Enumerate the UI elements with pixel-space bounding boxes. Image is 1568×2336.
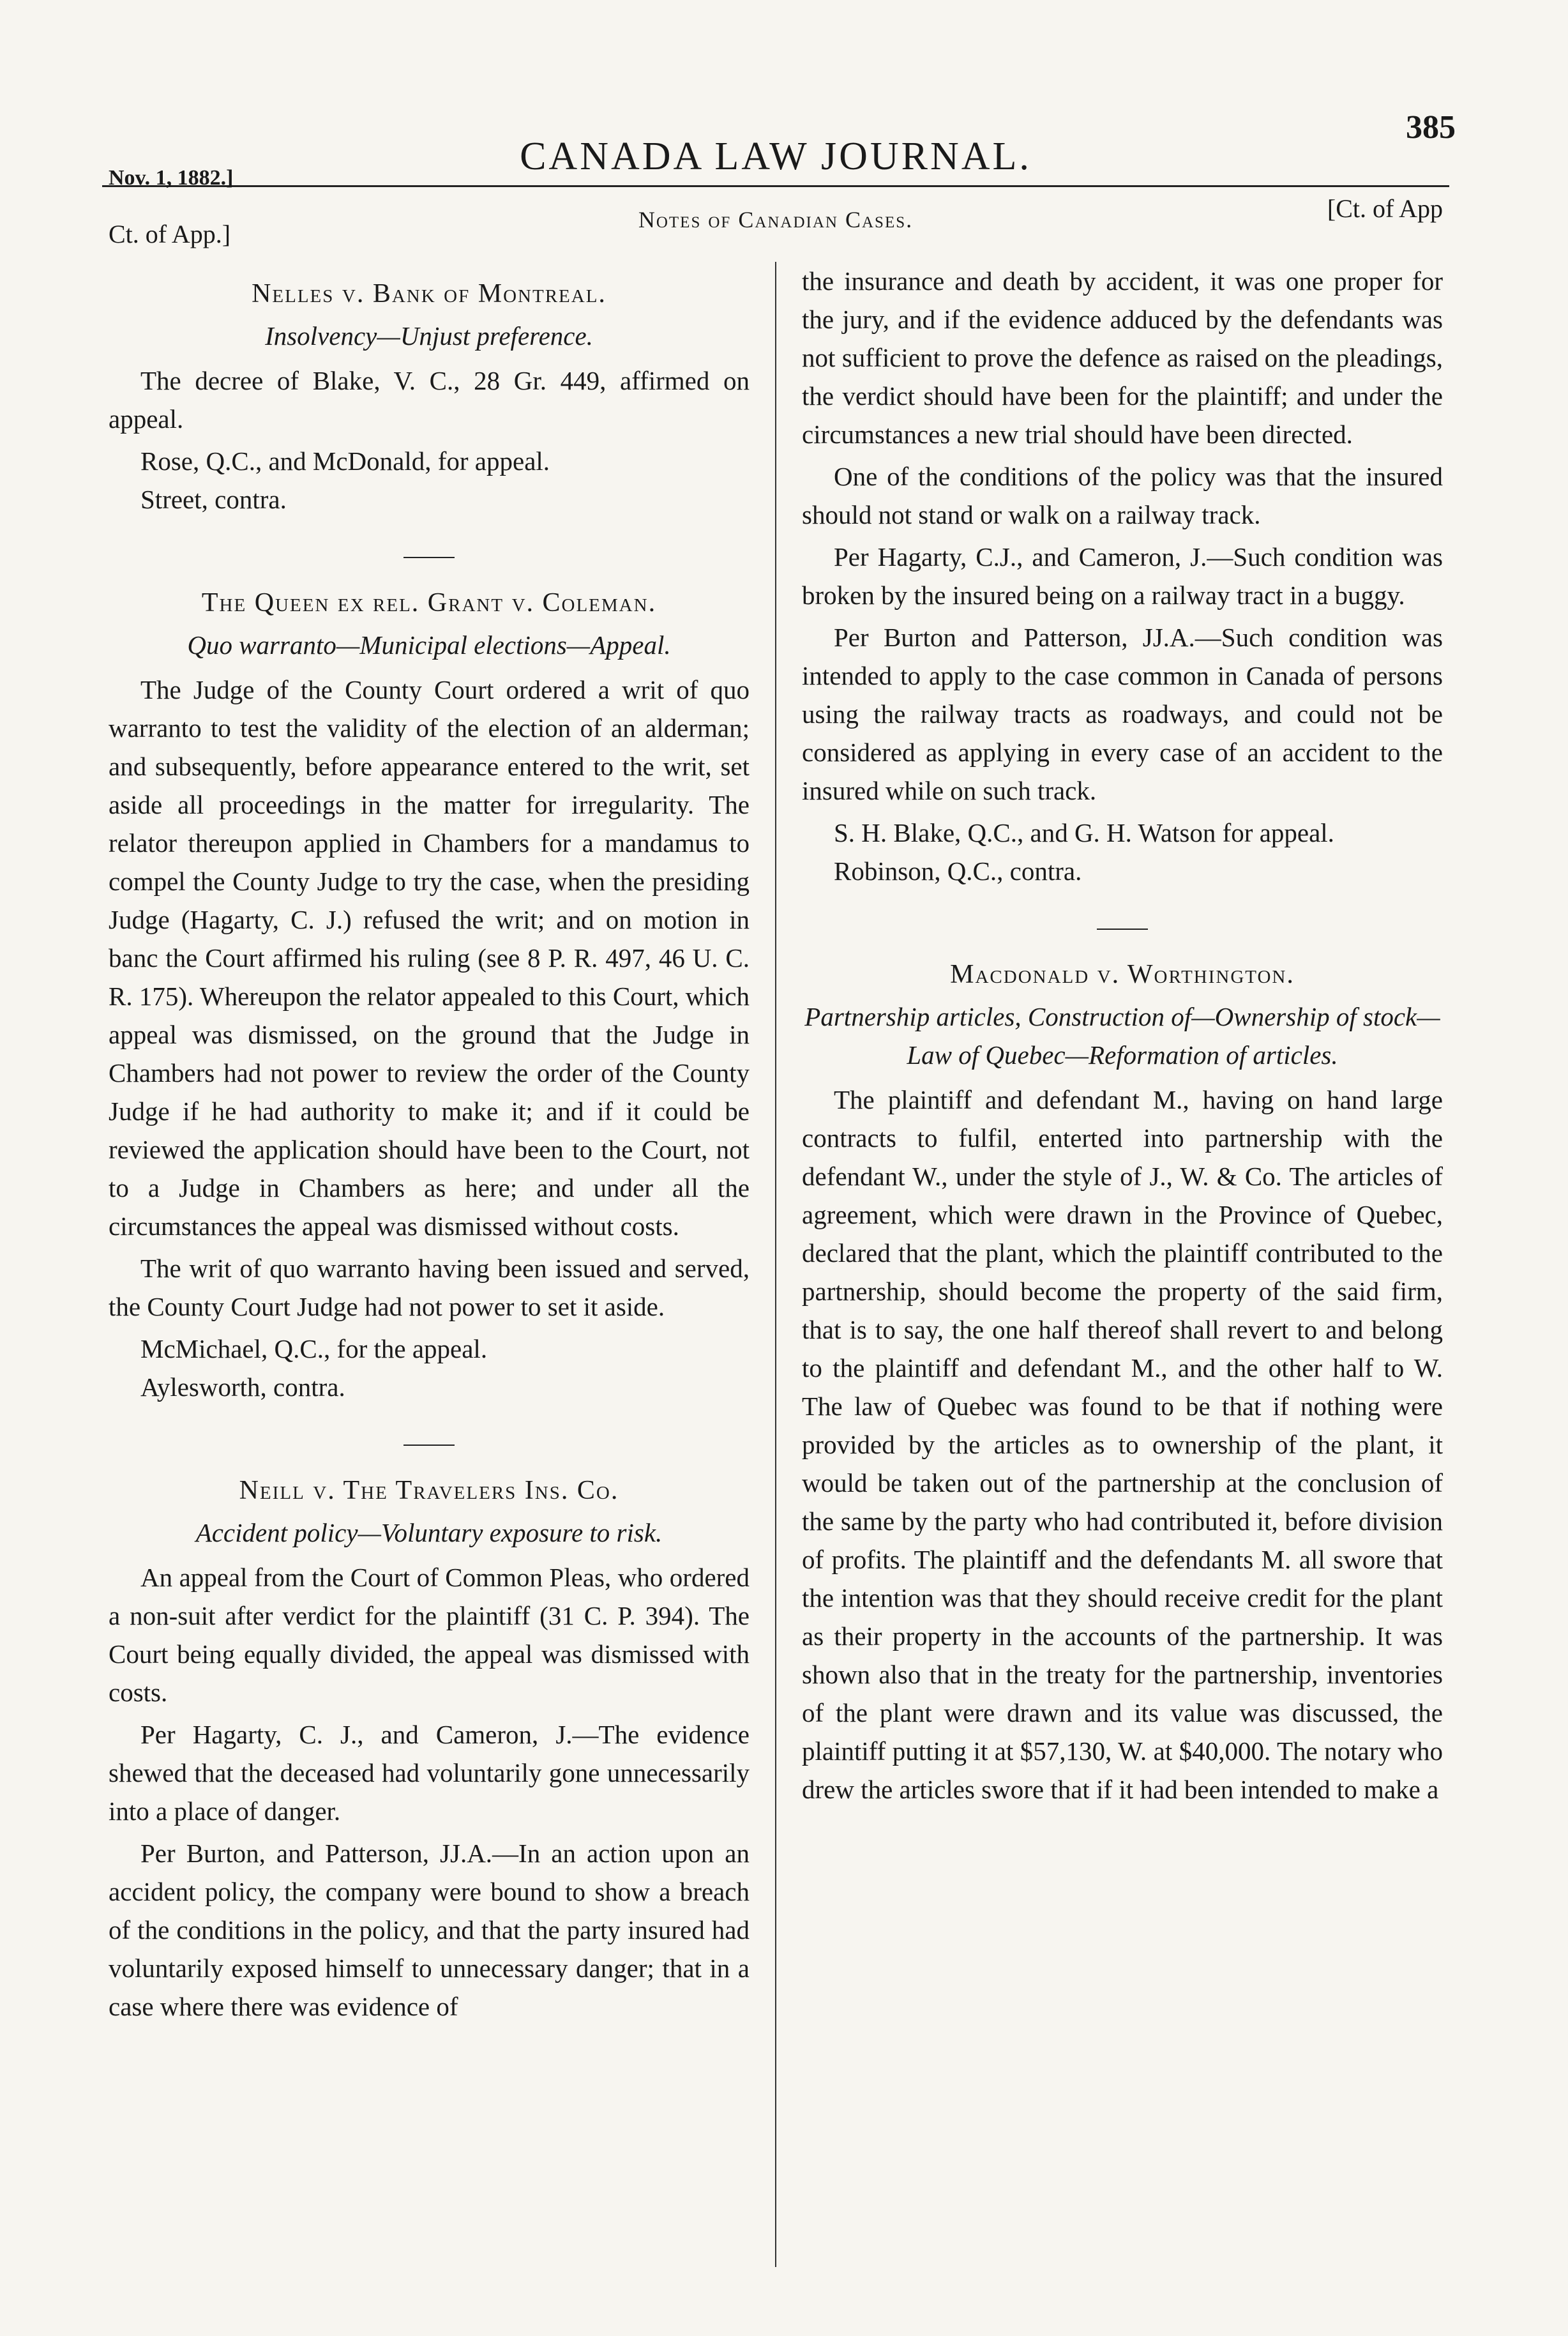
journal-title: CANADA LAW JOURNAL. <box>520 135 1032 178</box>
text-columns <box>109 262 1443 2267</box>
issue-date: Nov. 1, 1882.] <box>109 166 234 190</box>
case-separator <box>403 1445 455 1446</box>
case-paragraph: An appeal from the Court of Common Pleas, who ordered a non-suit after verdict for the plaintiff (31 C. P. 394). The Court being equally divided, the appeal was dismissed with costs. <box>109 1563 750 1707</box>
case-separator <box>403 557 455 558</box>
running-header <box>96 96 1456 190</box>
case-paragraph: The Judge of the County Court ordered a writ of quo warranto to test the validity of the election of an alderman; and subsequently, before appearance entered to the writ, set aside all proceedings in the matter for irregularity. The relator thereupon applied in Chambers for a mandamus to compel the County Judge to try the case, when the presiding Judge (Hagarty, C. J.) refused the writ; and on motion in banc the Court affirmed his ruling (see 8 P. R. 497, 46 U. C. R. 175). Whereupon the relator appealed to this Court, which appeal was dismissed, on the ground that the Judge in Chambers had not power to review the order of the County Judge if he had authority to make it; and if it could be reviewed the application should have been to the Court, not to a Judge in Chambers as here; and under all the circumstances the appeal was dismissed without costs. <box>109 675 750 1241</box>
counsel-line: Aylesworth, contra. <box>140 1372 345 1402</box>
case-title: Nelles v. Bank of Montreal. <box>252 279 607 308</box>
journal-page <box>96 96 1456 2267</box>
case-neill <box>109 1471 750 2026</box>
case-subtitle: Quo warranto—Municipal elections—Appeal. <box>187 630 671 660</box>
case-title: Neill v. The Travelers Ins. Co. <box>239 1476 619 1505</box>
page-number: 385 <box>1406 109 1456 146</box>
court-label-right: [Ct. of App <box>1327 194 1443 223</box>
case-grant-coleman <box>109 584 750 1406</box>
left-column <box>109 262 750 2267</box>
court-label-left: Ct. of App.] <box>109 220 231 248</box>
section-header <box>96 187 1456 257</box>
counsel-line: Rose, Q.C., and McDonald, for appeal. <box>140 446 550 476</box>
counsel-line: McMichael, Q.C., for the appeal. <box>140 1334 488 1363</box>
case-paragraph: Per Hagarty, C. J., and Cameron, J.—The evidence shewed that the deceased had voluntarily gone unnecessarily into a place of danger. <box>109 1720 750 1826</box>
case-subtitle: Accident policy—Voluntary exposure to risk. <box>195 1518 663 1547</box>
case-paragraph: Per Hagarty, C.J., and Cameron, J.—Such condition was broken by the insured being on a railway tract in a buggy. <box>802 542 1443 610</box>
counsel-line: S. H. Blake, Q.C., and G. H. Watson for appeal. <box>834 818 1334 847</box>
case-paragraph: One of the conditions of the policy was that the insured should not stand or walk on a railway track. <box>802 462 1443 529</box>
counsel-line: Street, contra. <box>140 485 287 514</box>
counsel-line: Robinson, Q.C., contra. <box>834 856 1082 886</box>
case-paragraph: The writ of quo warranto having been issued and served, the County Court Judge had not power to set it aside. <box>109 1254 750 1321</box>
case-separator <box>1097 929 1148 930</box>
case-title: The Queen ex rel. Grant v. Coleman. <box>201 588 657 618</box>
right-column <box>802 262 1443 2267</box>
case-nelles <box>109 275 750 519</box>
case-paragraph: the insurance and death by accident, it was one proper for the jury, and if the evidence adduced by the defendants was not sufficient to prove the defence as raised on the pleadings, the verdict should have been for the plaintiff; and under the circumstances a new trial should have been directed. <box>802 266 1443 449</box>
case-macdonald <box>802 955 1443 1809</box>
case-paragraph: Per Burton, and Patterson, JJ.A.—In an action upon an accident policy, the company were bound to show a breach of the conditions in the policy, and that the party insured had voluntarily exposed himself to unnecessary danger; that in a case where there was evidence of <box>109 1839 750 2021</box>
case-neill-continued <box>802 262 1443 890</box>
case-subtitle: Partnership articles, Construction of—Ownership of stock—Law of Quebec—Reformation of articles. <box>804 1002 1440 1070</box>
case-paragraph: The plaintiff and defendant M., having on hand large contracts to fulfil, enterted into partnership with the defendant W., under the style of J., W. & Co. The articles of agreement, which were drawn in the Province of Quebec, declared that the plant, which the plaintiff contributed to the partnership, should become the property of the said firm, that is to say, the one half thereof shall revert to and belong to the plaintiff and defendant M., and the other half to W. The law of Quebec was found to be that if nothing were provided by the articles as to ownership of the plant, it would be taken out of the partnership at the conclusion of the same by the party who had contributed it, before division of profits. The plaintiff and the defendants M. all swore that the intention was that they should receive credit for the plant as their property in the accounts of the partnership. It was shown also that in the treaty for the partnership, inventories of the plant were drawn and its value was discussed, the plaintiff putting it at $57,130, W. at $40,000. The notary who drew the articles swore that if it had been intended to make a <box>802 1085 1443 1804</box>
case-subtitle: Insolvency—Unjust preference. <box>265 321 593 351</box>
case-paragraph: The decree of Blake, V. C., 28 Gr. 449, affirmed on appeal. <box>109 366 750 434</box>
section-title: Notes of Canadian Cases. <box>638 207 914 232</box>
case-title: Macdonald v. Worthington. <box>950 960 1295 989</box>
case-paragraph: Per Burton and Patterson, JJ.A.—Such condition was intended to apply to the case common in Canada of persons using the railway tracts as roadways, and could not be considered as applying in every case of an accident to the insured while on such track. <box>802 623 1443 805</box>
column-divider <box>775 262 776 2267</box>
